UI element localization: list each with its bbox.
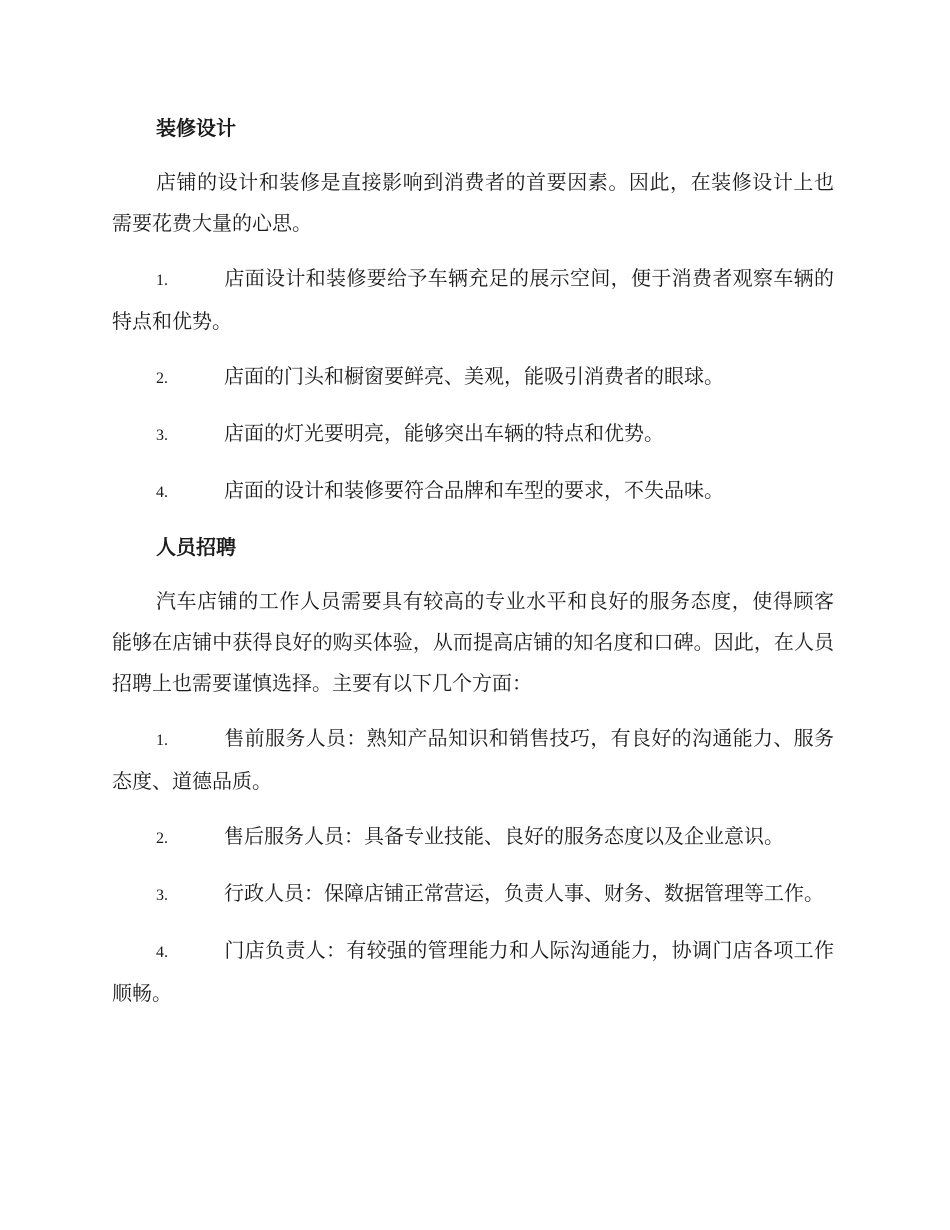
section-intro-paragraph: 汽车店铺的工作人员需要具有较高的专业水平和良好的服务态度，使得顾客能够在店铺中获得良好的购买体验，从而提高店铺的知名度和口碑。因此，在人员招聘上也需要谨慎选择。主要有以下几个方面： [112,589,834,695]
list-item-number: 4. [156,944,168,961]
list-item-number: 4. [156,484,168,501]
list-item [112,718,834,802]
list-item-number: 2. [156,830,168,847]
list-item-text: 店面的灯光要明亮，能够突出车辆的特点和优势。 [224,421,664,445]
list-item [112,258,834,342]
list-item-number: 1. [156,272,168,289]
list-item [112,873,834,916]
section-intro-paragraph: 店铺的设计和装修是直接影响到消费者的首要因素。因此，在装修设计上也需要花费大量的心思。 [112,170,834,235]
list-item-text: 行政人员：保障店铺正常营运，负责人事、财务、数据管理等工作。 [224,881,824,905]
section-decoration-design [112,108,834,513]
list-item-number: 3. [156,887,168,904]
list-item-number: 3. [156,427,168,444]
list-item [112,413,834,456]
list-item-text: 售前服务人员：熟知产品知识和销售技巧，有良好的沟通能力、服务态度、道德品质。 [112,726,834,793]
list-item [112,470,834,513]
section-staff-recruitment [112,527,834,1014]
list-item-number: 1. [156,732,168,749]
list-item-number: 2. [156,370,168,387]
document-page [112,108,834,1028]
section-heading: 装修设计 [156,116,236,140]
list-item-text: 店面的门头和橱窗要鲜亮、美观，能吸引消费者的眼球。 [224,364,724,388]
list-item [112,816,834,859]
section-heading: 人员招聘 [156,535,236,559]
list-item [112,930,834,1014]
list-item-text: 门店负责人：有较强的管理能力和人际沟通能力，协调门店各项工作顺畅。 [112,938,834,1005]
list-item [112,356,834,399]
list-item-text: 店面设计和装修要给予车辆充足的展示空间，便于消费者观察车辆的特点和优势。 [112,266,834,333]
list-item-text: 店面的设计和装修要符合品牌和车型的要求，不失品味。 [224,478,724,502]
list-item-text: 售后服务人员：具备专业技能、良好的服务态度以及企业意识。 [224,824,784,848]
